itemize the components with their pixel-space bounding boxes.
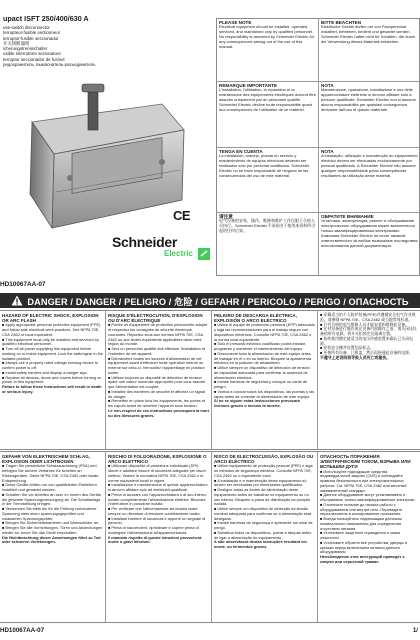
danger-section-ru — [318, 453, 420, 623]
section-body: ■ Utilize equipamento de protecção pessoal (PPE) e siga os métodos de segurança eléctrica. Consulte NFPA 70E, CSA Z462 ou o equivalente local. ■ A instalação e a manutenção deste equipamento só devem ser efectuadas por electricistas qualificados. ■ Desligue todas as fontes de alimentação deste equipamento antes de trabalhar no equipamento ou no seu interior. Bloqueie a placa de distribuição na posição isolada. ■ Utilize sempre um dispositivo de detecção da tensão nominal adequada para confirmar se a alimentação está desligada. ■ Instale barreiras de segurança e apresente um sinal de perigo. ■ Substitua todos os dispositivos, portas e tampas antes de ligar a alimentação do equipamento. — [214, 463, 313, 540]
section-footer: Die Nichtbeachtung dieser Anweisungen führt zu Tod oder schweren Verletzungen. — [2, 534, 102, 545]
section-title: GEFAHR VON ELEKTRISCHEM SCHLAG, EXPLOSION ODER LICHTBOGEN — [2, 454, 91, 465]
danger-section-fr — [106, 312, 211, 450]
section-footer: Failure to follow these instructions will result in death or serious injury. — [2, 384, 103, 394]
section-title: RISQUE D'ÉLECTROCUTION, D'EXPLOSION OU D'ARC ÉLECTRIQUE — [108, 313, 203, 324]
note-body: A instalação, utilização e manutenção do equipamento eléctrico devem ser efectuadas exclusivamente por pessoal qualificado. A Schneider Electric não assume qualquer responsabilidade pelas consequências resultantes da utilização deste material. — [321, 153, 419, 178]
danger-banner — [0, 293, 420, 308]
danger-row-2 — [0, 451, 420, 623]
note-body: Elektrische Geräte dürfen nur von Fachpersonal installiert, betrieben, bedient und gewartet werden. Schneider Electric haftet nicht für Schäden, die durch die Verwendung dieses Materials entstehen. — [321, 24, 417, 44]
logo-brand: Schneider — [112, 234, 177, 250]
note-body: La instalación, manejo, puesta en servicio y mantenimiento de equipos eléctricos deberán ser realizados sólo por personal cualificado. Schneider Electric no se hace responsable de ninguna de las consecuencias del uso de este material. — [219, 153, 311, 178]
section-title: RISCHIO DI FOLGORAZIONE, ESPLOSIONE O ARCO ELETTRICO — [108, 454, 207, 465]
note-ru — [319, 213, 420, 275]
note-fr — [217, 82, 318, 147]
section-footer: Si no se siguen estas instrucciones provocará lesiones graves o incluso la muerte. — [214, 398, 301, 409]
description-line: редохранитель, выключатель-разъединитель — [3, 62, 96, 68]
section-title: HAZARD OF ELECTRIC SHOCK, EXPLOSION OR ARC FLASH — [2, 313, 99, 324]
logo-emblem-icon — [198, 248, 210, 260]
doc-number: HD10067AA-07 — [0, 281, 46, 288]
note-it — [319, 82, 420, 147]
section-title: ОПАСНОСТЬ ПОРАЖЕНИЯ ЭЛЕКТРИЧЕСКИМ ТОКОМ, ВЗРЫВА ИЛИ ВСПЫШКИ ДУГИ — [320, 454, 411, 470]
section-footer: Le non-respect de ces instructions provoquera la mort ou des blessures graves. — [108, 407, 211, 418]
note-title: NOTA — [321, 149, 334, 154]
note-zh — [217, 213, 318, 275]
section-body: ■ Utilice el equipo de protección personal (EPP) adecuado y siga las recomendaciones para el trabajo seguro con dispositivos eléctricos. Consulte NFPA 70E, CSA Z462 o la norma local equivalente. ■ Sólo el personal eléctrico cualificado podrá instalar, programar y mantener el mantenimiento del equipo. ■ Desconecte toda la alimentación de este equipo antes de trabajar en él o en su interior. Bloquee la aparamenta eléctrica en la posición de aislamiento. ■ Utilice siempre un dispositivo de detección de tensión de capacidad adecuada para confirmar la ausencia de alimentación eléctrica. ■ Instale barreras de seguridad y coloque un cartel de peligro. ■ Vuelva a colocar todos los dispositivos, las puertas y las tapas antes de conectar la alimentación de este equipo. — [214, 322, 315, 399]
note-title: TENGA EN CUENTA — [219, 149, 263, 154]
danger-section-en — [0, 312, 105, 450]
note-de — [319, 19, 420, 81]
section-body: ■ Tragen Sie persönliche Schutzausrüstung (PSA) und befolgen Sie sichere Verfahren für Arbeiten an Elektrogeräten. Siehe NFPA 70E, CSA Z462 oder lokale Entsprechung. ■ Diese Geräte dürfen nur von qualifizierten Elektrikern installiert und gewartet werden. ■ Schalten Sie vor Arbeiten an bzw. im Innern des Geräts die gesamte Spannungsversorgung ab. Die Schaltanlage in der Trennstellung bringen. ■ Verwenden Sie stets ein für die Prüfung vorhandener Spannung stets einen spannungsgeprüften und zulassenen Spannungsprüfer. ■ Bringen Sie Sicherheitsbarrieren und Warnschilder an. ■ Bringen Sie alle Vorrichtungen, Türen und Abdeckungen wieder an, bevor Sie das Gerät einschalten. — [2, 463, 103, 535]
warning-icon — [11, 295, 23, 306]
description-line: 开关熔断器组 — [3, 40, 30, 46]
danger-banner-text: DANGER / DANGER / PELIGRO / 危险 / GEFAHR / PERICOLO / PERIGO / ОПАСНОСТЬ — [27, 296, 409, 307]
section-footer: A não observância destas instruções resultará em morte, ou ferimentos graves. — [214, 539, 308, 550]
danger-section-it — [106, 453, 211, 623]
section-body: ■ Apply appropriate personal protective equipment (PPE) and follow safe electrical work practices. See NFPA 70E, CSA Z462 or local equivalent. ■ This equipment must only be installed and serviced by qualified electrical personnel. ■ Turn off all power supplying this equipment before working on or inside equipment. Lock the switchgear in the isolated position. ■ Always use a properly rated voltage sensing device to confirm power is off. ■ Install safety barriers and display a danger sign. ■ Replace all devices, doors and covers before turning on power to this equipment. — [2, 322, 103, 385]
danger-section-de — [0, 453, 105, 623]
notes-grid — [216, 18, 420, 276]
note-title: BITTE BEACHTEN — [321, 20, 362, 25]
note-title: PLEASE NOTE — [219, 20, 252, 25]
note-title: 请注意 — [219, 214, 233, 219]
description-line: terruptor-fusible seccionador — [3, 35, 59, 41]
section-title: RISCO DE ELECTROCUSSÃO, EXPLOSÃO OU ARCO ELÉCTRICO — [214, 454, 314, 465]
note-pt — [319, 148, 420, 212]
note-title: REMARQUE IMPORTANTE — [219, 83, 278, 88]
section-footer: Il mancato rispetto di queste istruzioni provocherà morte o gravi infortuni. — [108, 534, 203, 545]
note-title: ОБРАТИТЕ ВНИМАНИЕ — [321, 214, 374, 219]
description-line: usible interruttore sezionatore — [3, 51, 61, 57]
description-line: icherungstrennschalter — [3, 46, 48, 52]
note-body: L'installation, l'utilisation, la réparation et la maintenance des équipements électriques doivent être assurés uniquement par du personnel qualifié. Schneider Electric décline toute responsabilité quant aux conséquences de l'utilisation de ce matériel. — [219, 87, 318, 112]
section-footer: 不遵守上述说明将导致人员死亡或重伤。 — [320, 354, 391, 360]
section-body: ■ Utilizzare dispositivi di protezione individuale (DPI) idonei e adottare misure di sicurezza adeguate per lavori elettrici. Vedere la normativa NFPA 70E, CSA Z462 o le norme equivalenti locali in vigore. ■ Installazione e manutenzione di queste apparecchiature si devono affidare solo ad elettricisti qualificati. ■ Prima di lavorare con l'apparecchiatura o al suo interno isolare completamente l'alimentazione elettrica. Bloccare l'interruttore in posizione isolata. ■ Per verificare che l'alimentazione sia isolata usare sempre un rilevatore di tensione correttamente tarato. ■ Installare barriere di sicurezza e apporre un segnale di pericolo. ■ Prima di riaccendere, ripristinare e coprire prima di ricollegare l'alimentazione all'apparecchiatura. — [108, 463, 208, 535]
danger-section-es — [212, 312, 317, 450]
section-body: ■ Используйте подходящие средства индивидуальной защиты (СИЗ) и соблюдайте правила безопасности при электромонтажных работах. См. NFPA 70E, CSA Z462 или местный эквивалентный стандарт. ■ Данное оборудование могут устанавливать и обслуживать только квалифицированные электрики. ■ Отключите питание до начала работы с оборудованием или внутри него. Переведите переключатель в изолированное положение. ■ Всегда пользуйтесь надлежащим датчиком номинального напряжения для определения отсутствия питания. ■ Установите защитные ограждения и знаки опасности. ■ Установите обратно все устройства, дверцы и крышки перед включением питания данного оборудования. — [320, 468, 416, 555]
danger-row-1 — [0, 310, 420, 450]
footer-doc-number: HD10067AA-07 — [0, 627, 45, 634]
product-descriptions — [3, 25, 183, 67]
note-body: Manutenzione, riparazione, installazione e uso delle apparecchiature elettriche si devono affidare solo a persone qualificate. Schneider Electric non si assume alcuna responsabilità per qualsiasi conseguenza derivante dall'uso di questo materiale. — [321, 87, 418, 112]
note-body: 电气设备的安装、操作、维修和维护工作仅限于合格人员执行。Schneider Electric不承担由于使用本资料所引起的任何后果。 — [219, 218, 316, 234]
product-image — [12, 82, 190, 234]
note-title: NOTA — [321, 83, 334, 88]
danger-section-pt — [212, 453, 317, 623]
section-body: ■ 穿戴适当的个人防护装备(PPE)并遵循安全电气作业规范。请参阅 NFPA 70E、CSA Z462 或当地等效标准。 ■ 只有合格的电气维修人员才能安装和维修此设备。 ■ 在对设备进行操作或在设备内部操作之前，请关闭该设备的所有电源。将开关柜锁定在隔离位置。 ■ 始终使用额定值适当的电压传感装置来确认已关闭电源。 ■ 安装安全栅并设置危险标志。 ■ 更换所有设备、门和盖，然后再接通此设备的电源。 — [320, 312, 417, 355]
note-body: Electrical equipment should be installed, operated, serviced, and maintained only by qualified personnel. No responsibility is assumed by Schneider Electric for any consequences arising out of the use of this manual. — [219, 24, 316, 49]
section-footer: Несоблюдение этих инструкций приведёт к смерти или серьезной травме. — [320, 554, 406, 564]
logo-sub: Electric — [164, 249, 193, 258]
danger-section-zh — [318, 312, 420, 450]
page-number: 1/ — [412, 627, 418, 634]
description-line: terrupteur-fusible sectionneur — [3, 30, 61, 36]
section-body: ■ Portez un équipement de protection personnelle adapté et respectez les consignes de sécurité électrique courantes. Reportez-vous aux normes NFPA 70E, CSA Z462 ou aux textes équivalents applicables dans votre région du monde. ■ Seul un personnel qualifié doit effectuer l'installation et l'entretien de cet appareil. ■ Débranchez toutes les sources d'alimentation de cet équipement avant d'effectuer toute opération interne ou externe sur celui-ci. Verrouillez l'appareillage en position isolée. ■ Utilisez toujours un dispositif de détection de tension ayant une valeur nominale appropriée pour vous assurer que l'alimentation est coupée. ■ Installez des barrières de sécurité et affichez un signal de danger. ■ Remettez en place tous les équipements, les portes et les capots avant de remettre l'appareil sous tension. — [108, 322, 208, 409]
description-line: terruptor seccionador de fusível — [3, 56, 65, 62]
description-line: use-switch disconnector — [3, 25, 50, 30]
schneider-logo — [112, 234, 212, 264]
ce-mark: CE — [173, 208, 191, 223]
note-body: Установка, эксплуатация, ремонт и обслуживание электрического оборудования может выполняться только квалифицированным электриками. Компания Schneider Electric не несет никакой ответственности за любые возможные последствия использования данной документации. — [321, 218, 419, 248]
note-en — [217, 19, 318, 81]
note-es — [217, 148, 318, 212]
product-title: upact ISFT 250/400/630 A — [3, 14, 89, 23]
section-title: PELIGRO DE DESCARGA ELÉCTRICA, EXPLOSIÓN O ARCO ELÉCTRICO — [214, 313, 297, 324]
